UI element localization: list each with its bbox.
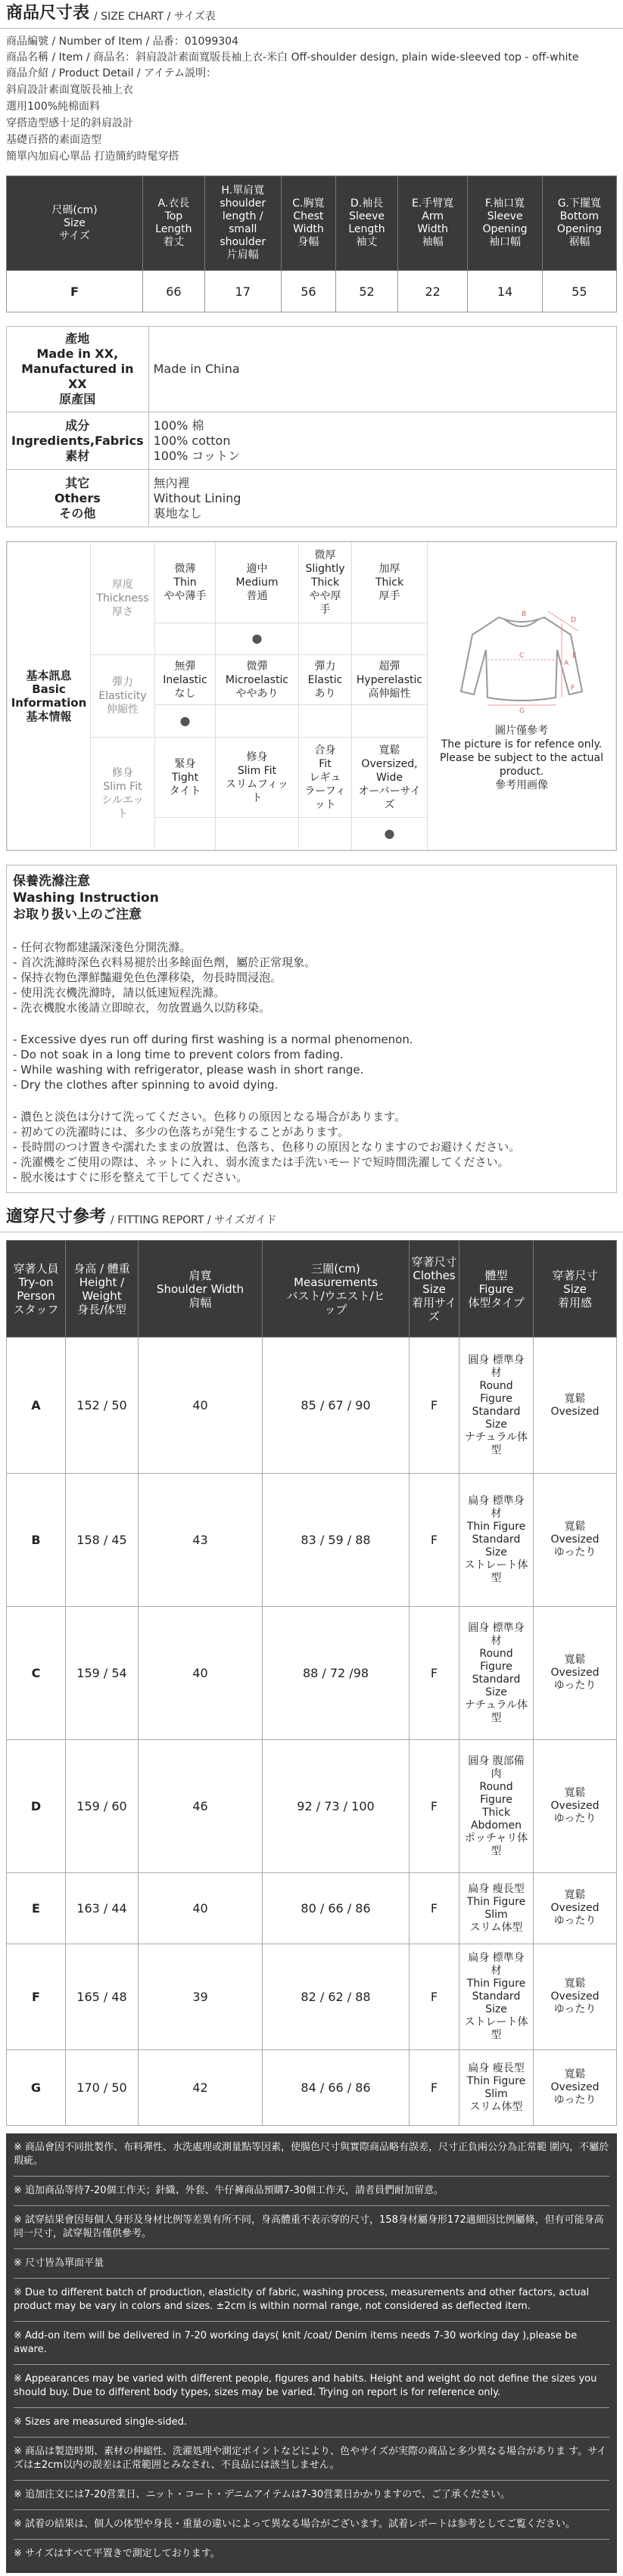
chest-width-header: C.胸寬 Chest Width 身幅 [281,176,335,271]
fit-feel: 寬鬆 Ovesized ゆったり [534,1873,617,1944]
person-name: E [7,1873,66,1944]
elasticity-option: 微彈 Microelastic ややあり [216,655,299,705]
materials-wrap [6,326,617,527]
washing-title-zh: 保養洗滌注意 [13,874,90,889]
washing-line: - Do not soak in a long time to prevent colors from fading. [13,1048,344,1061]
top-length-value: 66 [143,271,205,312]
shoulder-width: 42 [139,2050,263,2126]
washing-line: - Dry the clothes after spinning to avoid dying. [13,1078,279,1092]
bottom-opening-value: 55 [542,271,616,312]
measurements: 88 / 72 /98 [263,1607,410,1740]
shoulder-width: 46 [139,1740,263,1873]
detail-line: 斜肩設計素面寬版長袖上衣 [6,84,133,96]
person-name: A [7,1338,66,1474]
diagram-letter: C [519,651,525,660]
sleeve-length-value: 52 [336,271,398,312]
height-weight: 159 / 54 [66,1607,139,1740]
fitting-report-subtitle: / FITTING REPORT / サイズガイド [111,1214,277,1226]
thickness-label: 厚度 Thickness 厚さ [91,542,155,655]
table-row [7,1474,617,1607]
notes-panel [6,2133,617,2573]
others-value: 無內裡 Without Lining 裏地なし [148,470,616,527]
others-label: 其它 Others その他 [7,470,149,527]
fit-option: 修身 Slim Fit スリムフィッ ト [216,737,299,818]
top-length-header: A.衣長 Top Length 着丈 [143,176,205,271]
arm-width-header: E.手臂寬 Arm Width 袖幅 [397,176,468,271]
size-table [6,176,617,312]
figure-type: 扁身 瘦長型 Thin Figure Slim スリム体型 [459,1873,534,1944]
table-row [7,1944,617,2050]
dot-empty [299,705,352,738]
size-chart-subtitle: / SIZE CHART / サイズ表 [94,11,216,23]
note-ja: ※ 試着の結果は、個人の体型や身長・重量の違いによって異なる場合がございます。試着レポートは参考としてご覧ください。 [14,2519,575,2530]
diagram-letter: G [519,707,525,714]
fit-feel: 寬鬆 Ovesized ゆったり [534,1474,617,1607]
garment-diagram [428,542,616,850]
measurements: 92 / 73 / 100 [263,1740,410,1873]
detail-line: 選用100%純棉面料 [6,101,101,113]
washing-line: - 首次洗滌時深色衣料易褪於出多餘面色劑，屬於正常現象。 [13,956,316,969]
size-chart-title: 商品尺寸表 [6,4,90,23]
basic-info-panel [6,541,617,851]
clothes-size: F [410,1338,459,1474]
shoulder-length-header: H.單肩寬 shoulder length / small shoulder 片肩幅 [204,176,281,271]
note-en: ※ Due to different batch of production, elasticity of fabric, washing process, measurements and other factors, actual product may be vary in colors and sizes. ±2cm is within normal range, not considered as deflected item. [14,2287,590,2312]
note-ja: ※ 追加注文には7-20営業日、ニット・コート・デニムアイテムは7-30営業日かかりますので、ご了承ください。 [14,2489,510,2500]
elasticity-label: 彈力 Elasticity 伸縮性 [91,655,155,738]
shoulder-header: 肩寬 Shoulder Width 肩幅 [139,1241,263,1338]
measurements: 80 / 66 / 86 [263,1873,410,1944]
fitting-report-title: 適穿尺寸參考 [6,1207,107,1226]
material-row [7,327,617,412]
measurements: 85 / 67 / 90 [263,1338,410,1474]
washing-line: - 初めての洗濯時には、多少の色落ちが発生することがあります。 [13,1125,349,1139]
person-name: C [7,1607,66,1740]
sweater-icon [457,601,586,714]
figure-type: 扁身 標準身 材 Thin Figure Standard Size ストレート体 型 [459,1474,534,1607]
washing-line: - 任何衣物都建議深淺色分開洗滌。 [13,940,192,954]
origin-label: 產地 Made in XX, Manufactured in XX 原產国 [7,327,149,412]
origin-value: Made in China [148,327,616,412]
fitting-report-header [0,1204,623,1232]
basic-info-label: 基本訊息 Basic Information 基本情報 [8,542,91,850]
clothes-size: F [410,1474,459,1607]
fitting-table [6,1240,617,2126]
sleeve-opening-header: F.袖口寬 Sleeve Opening 袖口幅 [468,176,542,271]
note-ja: ※ サイズはすべて平置きで測定しております。 [14,2548,220,2559]
washing-line: - 使用洗衣機洗滌時，請以低速短程洗滌。 [13,986,226,999]
washing-panel [6,865,617,1193]
figure-type: 圓身 腹部備 肉 Round Figure Thick Abdomen ポッチャリ体 型 [459,1740,534,1873]
person-name: D [7,1740,66,1873]
dot-empty [155,818,216,850]
dot-empty [216,818,299,850]
material-row [7,470,617,527]
diagram-letter: D [571,616,576,624]
bottom-opening-header: G.下擺寬 Bottom Opening 裾幅 [542,176,616,271]
material-row [7,412,617,470]
table-row [7,2050,617,2126]
washing-title-ja: お取り扱い上のご注意 [13,907,142,922]
slim-fit-label: 修身 Slim Fit シルエッ ト [91,737,155,850]
fit-feel: 寬鬆 Ovesized ゆったり [534,1607,617,1740]
size-table-header-row [7,176,617,271]
diagram-letter: F [571,684,575,692]
washing-line: - 保持衣物色澤鮮豔避免色色澤移染，勿長時間浸泡。 [13,971,282,984]
figure-type: 圓身 標準身 材 Round Figure Standard Size ナチュラル体 型 [459,1607,534,1740]
size-col-header: 尺碼(cm) Size サイズ [7,176,143,271]
thickness-option: 微厚 Slightly Thick やや厚 手 [299,542,352,623]
fabric-value: 100% 棉 100% cotton 100% コットン [148,412,616,470]
figure-type: 扁身 瘦長型 Thin Figure Slim スリム体型 [459,2050,534,2126]
table-row [7,1873,617,1944]
fit-feel: 寬鬆 Ovesized ゆったり [534,1944,617,2050]
fit-feel: 寬鬆 Ovesized ゆったり [534,2050,617,2126]
thickness-option: 微薄 Thin やや薄手 [155,542,216,623]
washing-line: - 長時間のつけ置きや濡れたままの放置は、色落ち、色移りの原因となりますのでお避けください。 [13,1140,521,1154]
height-weight: 158 / 45 [66,1474,139,1607]
shoulder-width: 39 [139,1944,263,2050]
height-weight: 159 / 60 [66,1740,139,1873]
height-weight-header: 身高 / 體重 Height / Weight 身長/体型 [66,1241,139,1338]
fit-feel-header: 穿著尺寸 Size 着用感 [534,1241,617,1338]
sleeve-opening-value: 14 [468,271,542,312]
height-weight: 165 / 48 [66,1944,139,2050]
washing-line: - 洗濯機をご使用の際は、ネットに入れ、弱水流または手洗いモードで短時間洗濯してください。 [13,1155,509,1169]
dot-empty [155,623,216,655]
person-name: B [7,1474,66,1607]
fit-feel: 寬鬆 Ovesized [534,1338,617,1474]
selected-dot: ● [155,705,216,738]
fit-feel: 寬鬆 Ovesized ゆったり [534,1740,617,1873]
fit-option: 寬鬆 Oversized, Wide オーバーサイ ズ [352,737,428,818]
detail-line: 基礎百搭的素面造型 [6,134,101,146]
measurements: 82 / 62 / 88 [263,1944,410,2050]
note-zh: ※ 尺寸皆為單面平量 [14,2257,104,2269]
fitting-table-wrap [6,1240,617,2126]
materials-table [6,326,617,527]
height-weight: 163 / 44 [66,1873,139,1944]
figure-type: 扁身 標準身 材 Thin Figure Standard Size ストレート体 型 [459,1944,534,2050]
person-name: G [7,2050,66,2126]
dot-empty [216,705,299,738]
washing-line: - 脱水後はすぐに形を整えて干してください。 [13,1170,248,1184]
diagram-letter: A [564,659,569,667]
thickness-option: 加厚 Thick 厚手 [352,542,428,623]
shoulder-width: 40 [139,1338,263,1474]
note-zh: ※ 追加商品等待7-20個工作天；針織、外套、牛仔褲商品預購7-30個工作天，請者員們耐加留意。 [14,2185,444,2196]
sleeve-length-header: D.袖長 Sleeve Length 袖丈 [336,176,398,271]
clothes-size: F [410,1607,459,1740]
note-zh: ※ 試穿結果會因每個人身形及身材比例等差異有所不同，身高體重不表示穿的尺寸，158身材屬身形172適細因比例屬條，但有可能身高同一尺寸，試穿報告僅供參考。 [14,2214,604,2239]
note-ja: ※ 商品は製造時期、素材の伸縮性、洗濯処理や測定ポイントなどにより、色やサイズが実際の商品と多少異なる場合がありま す。サイズは±2cm以内の誤差は正常範囲とみなされ、不良品には該当しません。 [14,2446,607,2471]
washing-line: - 濃色と淡色は分けて洗ってください。色移りの原因となる場合があります。 [13,1110,406,1123]
fit-option: 合身 Fit レギュ ラーフィ ット [299,737,352,818]
selected-dot: ● [216,623,299,655]
size-table-wrap [6,176,617,312]
selected-dot: ● [352,818,428,850]
clothes-size: F [410,1740,459,1873]
height-weight: 170 / 50 [66,2050,139,2126]
arm-width-value: 22 [397,271,468,312]
note-en: ※ Add-on item will be delivered in 7-20 working days( knit /coat/ Denim items needs 7-30 working day ),please be aware. [14,2330,578,2355]
dot-empty [299,623,352,655]
washing-line: - Excessive dyes run off during first washing is a normal phenomenon. [13,1033,413,1046]
measurements-header: 三圍(cm) Measurements バスト/ウエスト/ヒ ップ [263,1241,410,1338]
diagram-caption: 圖片僅參考 The picture is for refence only. Please be subject to the actual product. 參考用画像 [439,724,604,791]
detail-line: 穿搭造型感十足的斜肩設計 [6,117,133,129]
diagram-letter: E [572,651,577,660]
table-row [7,271,617,312]
item-number: 商品編號 / Number of Item / 品番：01099304 [6,36,238,48]
dot-empty [352,705,428,738]
washing-line: - While washing with refrigerator, please wash in short range. [13,1063,364,1077]
washing-line: - 洗衣機脫水後請立即晾衣，勿放置過久以防移染。 [13,1001,271,1015]
detail-line: 簡單內加肩心單品 打造簡約時髦穿搭 [6,151,179,163]
clothes-size: F [410,1944,459,2050]
clothes-size: F [410,2050,459,2126]
fitting-header-row [7,1241,617,1338]
table-row [7,1607,617,1740]
detail-label: 商品介紹 / Product Detail / アイテム説明： [6,67,217,79]
figure-type: 圓身 標準身 材 Round Figure Standard Size ナチュラル体 型 [459,1338,534,1474]
diagram-letter: B [522,610,527,618]
measurements: 83 / 59 / 88 [263,1474,410,1607]
person-name: F [7,1944,66,2050]
fit-option: 緊身 Tight タイト [155,737,216,818]
size-chart-header [0,0,623,29]
fabric-label: 成分 Ingredients,Fabrics 素材 [7,412,149,470]
item-name: 商品名稱 / Item / 商品名：斜肩設計素面寬版長袖上衣-米白 Off-shoulder design, plain wide-sleeved top - off-white [6,51,579,64]
thickness-option: 適中 Medium 普通 [216,542,299,623]
washing-title-en: Washing Instruction [13,890,159,906]
table-row [7,1740,617,1873]
shoulder-width: 40 [139,1607,263,1740]
note-en: ※ Appearances may be varied with different people, figures and habits. Height and weight do not define the sizes you should buy. Due to different body types, sizes may be varied. Trying on report is for reference only. [14,2373,597,2398]
figure-header: 體型 Figure 体型タイプ [459,1241,534,1338]
shoulder-width: 43 [139,1474,263,1607]
clothes-size-header: 穿著尺寸 Clothes Size 着用サイ ズ [410,1241,459,1338]
shoulder-width: 40 [139,1873,263,1944]
product-info [0,29,623,165]
dot-empty [352,623,428,655]
note-zh: ※ 商品會因不同批製作、布料彈性、水洗處理或測量點等因素，使腸色尺寸與實際商品略有誤差，尺寸正負兩公分為正常範 圍內，不屬於瑕疵。 [14,2142,609,2167]
size-value: F [7,271,143,312]
elasticity-option: 無彈 Inelastic なし [155,655,216,705]
table-row [7,1338,617,1474]
basic-info-table [7,542,616,850]
clothes-size: F [410,1873,459,1944]
elasticity-option: 彈力 Elastic あり [299,655,352,705]
thickness-options-row [8,542,616,623]
note-en: ※ Sizes are measured single-sided. [14,2416,188,2428]
measurements: 84 / 66 / 86 [263,2050,410,2126]
elasticity-option: 超彈 Hyperelastic 高伸縮性 [352,655,428,705]
dot-empty [299,818,352,850]
person-header: 穿著人員 Try-on Person スタッフ [7,1241,66,1338]
chest-width-value: 56 [281,271,335,312]
height-weight: 152 / 50 [66,1338,139,1474]
shoulder-length-value: 17 [204,271,281,312]
